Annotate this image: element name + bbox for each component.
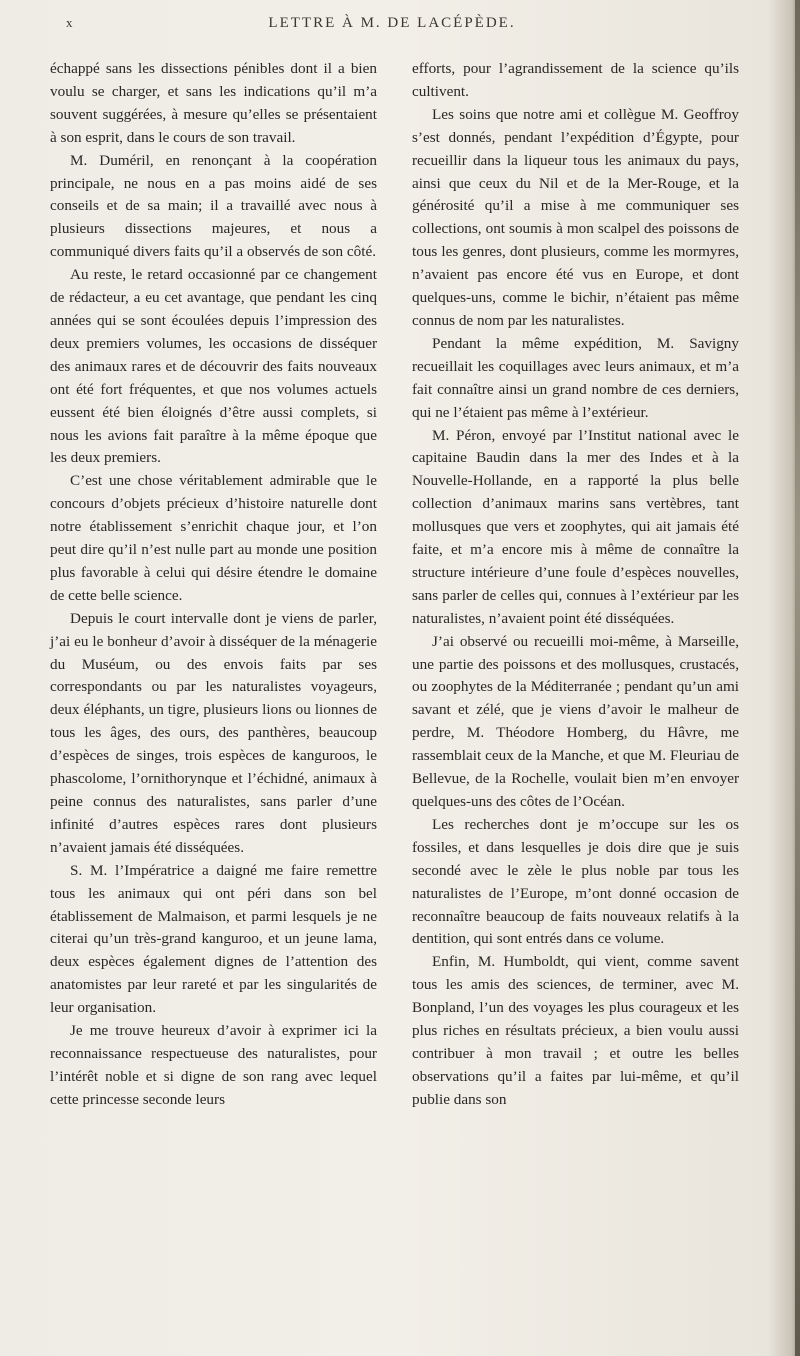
- running-title: LETTRE À M. DE LACÉPÈDE.: [268, 14, 516, 31]
- paragraph: Enfin, M. Humboldt, qui vient, comme savent tous les amis des sciences, de terminer, avec M. Bonpland, l’un des voyages les plus courageux et les plus riches en résultats précieux, a bien voulu aussi contribuer à mon travail ; et outre les belles observations qu’il a faites par lui-même, et qu’il publie dans son: [412, 953, 739, 1108]
- paragraph: Les soins que notre ami et collègue M. Geoffroy s’est donnés, pendant l’expédition d’Égypte, pour recueillir dans la liqueur tous les animaux du pays, ainsi que ceux du Nil et de la Mer-Rouge, et la générosité qu’il a mise à me communiquer ses collections, ont soumis à mon scalpel des poissons de tous les genres, dont plusieurs, comme les mormyres, n’avaient pas encore été vus en Europe, et dont quelques-uns, comme le bichir, n’étaient pas même connus de nom par les naturalistes.: [412, 105, 739, 329]
- running-head: [20, 8, 764, 38]
- paragraph: Je me trouve heureux d’avoir à exprimer ici la reconnaissance respectueuse des naturalistes, pour l’intérêt noble et si digne de son rang avec lequel cette princesse seconde leurs: [50, 1022, 377, 1108]
- paragraph: échappé sans les dissections pénibles dont il a bien voulu se charger, et sans les indications qu’il m’a souvent suggérées, à mesure qu’elles se présentaient à son esprit, dans le cours de son travail.: [50, 60, 377, 146]
- paragraph: Depuis le court intervalle dont je viens de parler, j’ai eu le bonheur d’avoir à disséquer de la ménagerie du Muséum, ou des envois faits par ses correspondants ou par les naturalistes voyageurs, deux éléphants, un tigre, plusieurs lions ou lionnes de tous les âges, des ours, des panthères, beaucoup d’espèces de singes, trois espèces de kanguroos, le phascolome, l’ornithorynque et l’échidné, animaux à peine connus des naturalistes, sans parler d’une infinité d’autres espèces rares dont plusieurs n’avaient jamais été disséquées.: [50, 609, 377, 856]
- paragraph: Pendant la même expédition, M. Savigny recueillait les coquillages avec leurs animaux, et m’a fait connaître ainsi un grand nombre de ces derniers, qui ne l’étaient pas même à l’extérieur.: [412, 334, 739, 421]
- paragraph: C’est une chose véritablement admirable que le concours d’objets précieux d’histoire naturelle dont notre établissement s’enrichit chaque jour, et l’on peut dire qu’il n’est nulle part au monde une position plus favorable à celui qui désire étendre le domaine de cette belle science.: [50, 472, 377, 604]
- left-column: [50, 58, 377, 1112]
- page-number: x: [66, 15, 73, 30]
- paragraph: efforts, pour l’agrandissement de la science qu’ils cultivent.: [412, 60, 739, 100]
- paragraph: J’ai observé ou recueilli moi-même, à Marseille, une partie des poissons et des mollusques, crustacés, ou zoophytes de la Méditerranée ; pendant qu’un ami savant et zélé, que je viens d’avoir le malheur de perdre, M. Théodore Homberg, du Hâvre, me rassemblait ceux de la Manche, et que M. Fleuriau de Bellevue, de la Rochelle, voulait bien m’en envoyer quelques-uns des côtes de l’Océan.: [412, 632, 739, 810]
- paragraph: M. Péron, envoyé par l’Institut national avec le capitaine Baudin dans la mer des Indes et à la Nouvelle-Hollande, en a rapporté la plus belle collection d’animaux marins sans vertèbres, tant mollusques que vers et zoophytes, qui ait jamais été faite, et m’a encore mis à même de connaître la structure intérieure d’une foule d’espèces nouvelles, sans parler de celles qui, connues à l’extérieur par les naturalistes, n’avaient point été disséquées.: [412, 426, 739, 627]
- paragraph: M. Duméril, en renonçant à la coopération principale, ne nous en a pas moins aidé de ses conseils et de sa main; il a travaillé avec nous à plusieurs dissections majeures, et nous a communiqué divers faits qu’il a observés de son côté.: [50, 151, 377, 261]
- paragraph: S. M. l’Impératrice a daigné me faire remettre tous les animaux qui ont péri dans son bel établissement de Malmaison, et parmi lesquels je ne citerai qu’un très-grand kanguroo, et un jeune lama, deux espèces également dignes de l’attention des anatomistes par leur rareté et par les singularités de leur organisation.: [50, 861, 377, 1017]
- right-column: [412, 58, 739, 1112]
- paragraph: Au reste, le retard occasionné par ce changement de rédacteur, a eu cet avantage, que pendant les cinq années qui se sont écoulées depuis l’impression des deux premiers volumes, les occasions de disséquer des animaux rares et de découvrir des faits nouveaux ont été fort fréquentes, et que nos volumes actuels eussent été bien éloignés d’être aussi complets, si nous les avions fait paraître à la même époque que les deux premiers.: [50, 266, 377, 467]
- page-edge-shadow: [795, 0, 800, 1356]
- paragraph: Les recherches dont je m’occupe sur les os fossiles, et dans lesquelles je dois dire que je suis secondé avec le zèle le plus noble par tous les naturalistes de l’Europe, m’ont donné occasion de reconnaître beaucoup de faits nouveaux relatifs à la dentition, qui sont entrés dans ce volume.: [412, 815, 739, 948]
